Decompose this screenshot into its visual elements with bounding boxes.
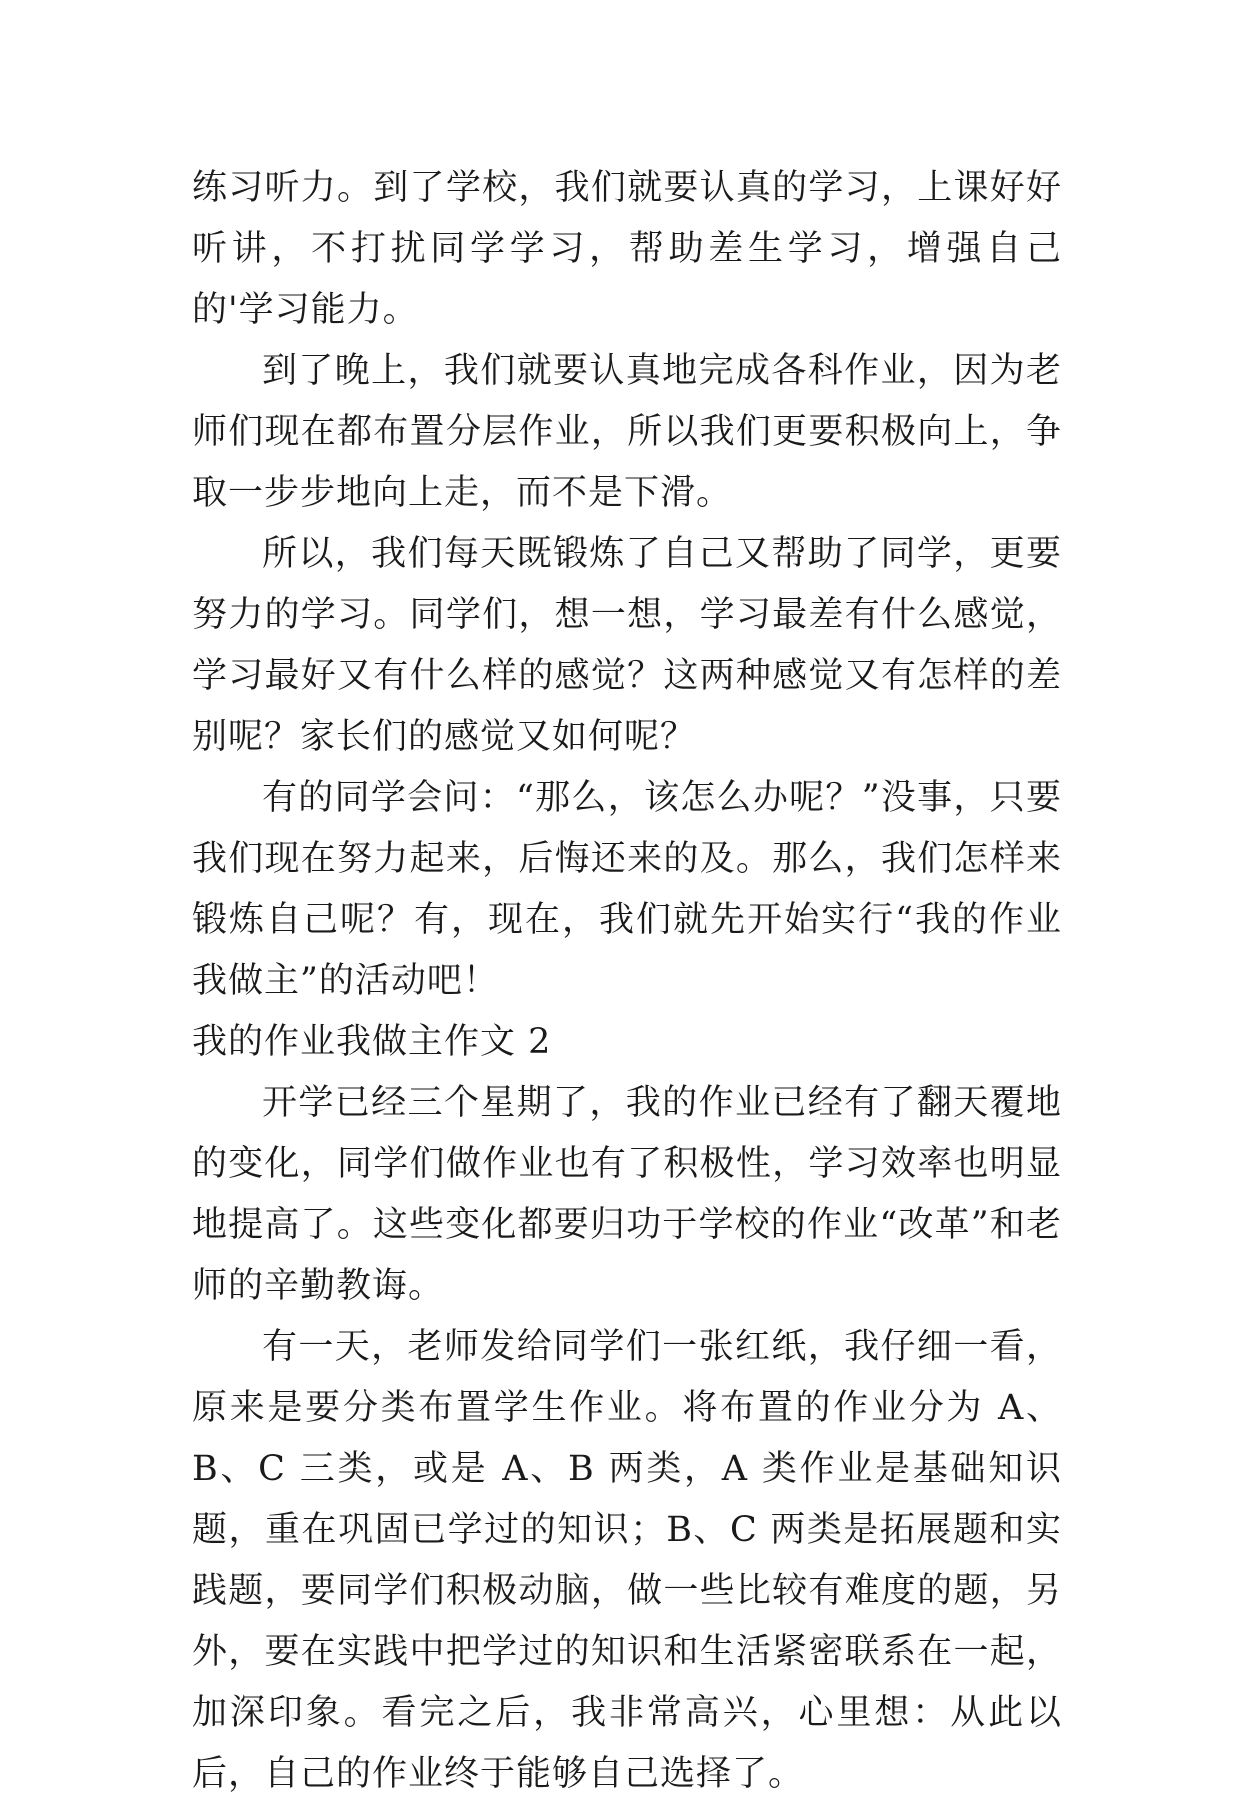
paragraph-4: 有的同学会问：“那么，该怎么办呢？”没事，只要我们现在努力起来，后悔还来的及。那么，我们怎样来锻炼自己呢？有，现在，我们就先开始实行“我的作业我做主”的活动吧！ — [192, 778, 1062, 1001]
paragraph-2: 到了晚上，我们就要认真地完成各科作业，因为老师们现在都布置分层作业，所以我们更要积极向上，争取一步步地向上走，而不是下滑。 — [192, 351, 1062, 513]
section-heading: 我的作业我做主作文 2 — [192, 1022, 552, 1062]
paragraph-6: 有一天，老师发给同学们一张红纸，我仔细一看，原来是要分类布置学生作业。将布置的作业分为 A、B、C 三类，或是 A、B 两类，A 类作业是基础知识题，重在巩固已学过的知识；B、C 两类是拓展题和实践题，要同学们积极动脑，做一些比较有难度的题，另外，要在实践中把学过的知识和生活紧密联系在一起，加深印象。看完之后，我非常高兴，心里想：从此以后，自己的作业终于能够自己选择了。 — [192, 1327, 1062, 1794]
paragraph-3: 所以，我们每天既锻炼了自己又帮助了同学，更要努力的学习。同学们，想一想，学习最差有什么感觉，学习最好又有什么样的感觉？这两种感觉又有怎样的差别呢？家长们的感觉又如何呢？ — [192, 534, 1062, 757]
document-body — [192, 158, 1062, 1805]
paragraph-1: 练习听力。到了学校，我们就要认真的学习，上课好好听讲，不打扰同学学习，帮助差生学习，增强自己的'学习能力。 — [192, 168, 1062, 330]
paragraph-5: 开学已经三个星期了，我的作业已经有了翻天覆地的变化，同学们做作业也有了积极性，学习效率也明显地提高了。这些变化都要归功于学校的作业“改革”和老师的辛勤教诲。 — [192, 1083, 1062, 1306]
